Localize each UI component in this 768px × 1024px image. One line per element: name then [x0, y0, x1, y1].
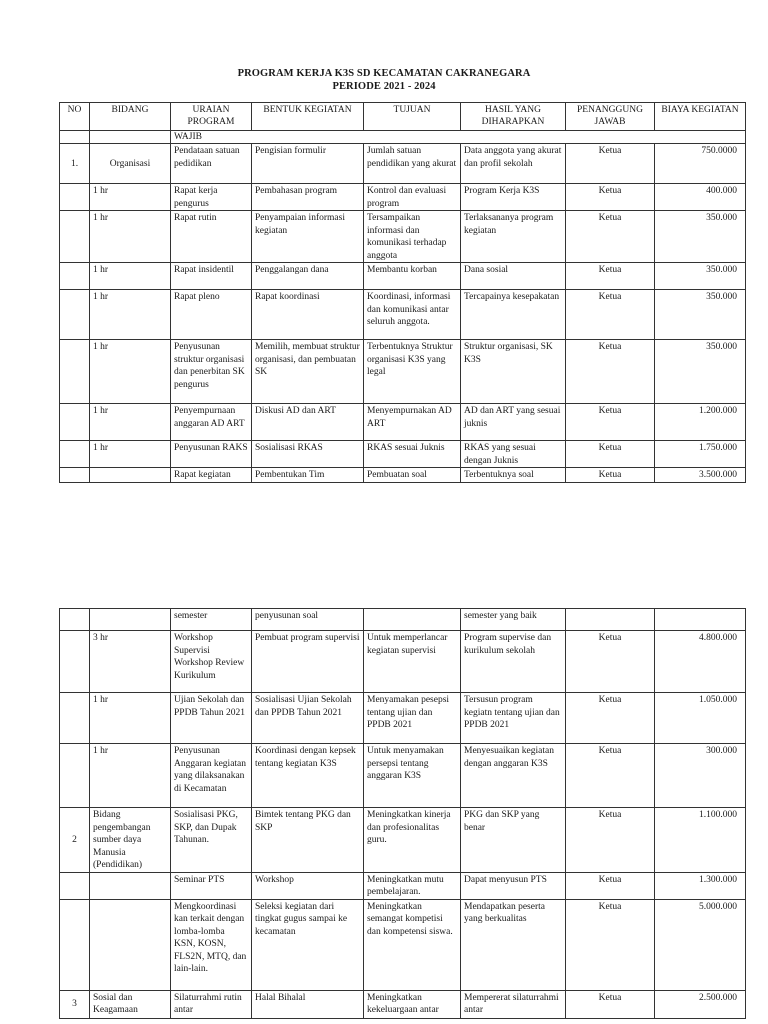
cell-uraian: Pendataan satuan pedidikan [171, 144, 252, 184]
table-row [60, 631, 746, 693]
cell-bentuk: Sosialisasi RKAS [252, 441, 364, 468]
cell-no [60, 468, 90, 483]
header-no: NO [60, 103, 90, 131]
cell-penanggung-jawab [566, 609, 655, 631]
header-tujuan: TUJUAN [364, 103, 461, 131]
cell-tujuan [364, 609, 461, 631]
cell-hasil: RKAS yang sesuai dengan Juknis [461, 441, 566, 468]
cell-hasil: PKG dan SKP yang benar [461, 808, 566, 873]
cell-tujuan: RKAS sesuai Juknis [364, 441, 461, 468]
cell-hasil: Data anggota yang akurat dan profil sekolah [461, 144, 566, 184]
cell-tujuan: Meningkatkan mutu pembelajaran. [364, 872, 461, 899]
cell-bidang: 1 hr [90, 184, 171, 211]
cell-bentuk: Penyampaian informasi kegiatan [252, 211, 364, 263]
cell-uraian: Rapat kerja pengurus [171, 184, 252, 211]
cell-biaya: 5.000.000 [655, 899, 746, 990]
cell-bentuk: Seleksi kegiatan dari tingkat gugus sampai ke kecamatan [252, 899, 364, 990]
cell-no [60, 263, 90, 290]
cell-penanggung-jawab: Ketua [566, 693, 655, 744]
cell-no [60, 184, 90, 211]
cell-hasil: Mempererat silaturrahmi antar [461, 990, 566, 1018]
cell-penanggung-jawab: Ketua [566, 872, 655, 899]
cell-bidang [90, 872, 171, 899]
cell-bidang: 1 hr [90, 693, 171, 744]
cell-uraian: Rapat kegiatan [171, 468, 252, 483]
cell-hasil: Menyesuaikan kegiatan dengan anggaran K3S [461, 744, 566, 808]
cell-tujuan: Terbentuknya Struktur organisasi K3S yang legal [364, 340, 461, 404]
cell-tujuan: Untuk menyamakan persepsi tentang anggaran K3S [364, 744, 461, 808]
cell-bidang: 1 hr [90, 290, 171, 340]
cell-bidang: 1 hr [90, 441, 171, 468]
cell-no: 1. [60, 144, 90, 184]
table-row [60, 263, 746, 290]
cell-uraian: Workshop Supervisi Workshop Review Kurikulum [171, 631, 252, 693]
cell-bidang: 1 hr [90, 263, 171, 290]
cell-no [60, 899, 90, 990]
cell-bidang: 3 hr [90, 631, 171, 693]
cell-penanggung-jawab: Ketua [566, 631, 655, 693]
header-bidang: BIDANG [90, 103, 171, 131]
cell-no [60, 872, 90, 899]
cell-bentuk: Workshop [252, 872, 364, 899]
table-header-row [60, 103, 746, 131]
cell-bentuk: Diskusi AD dan ART [252, 404, 364, 441]
cell-bentuk: Halal Bihalal [252, 990, 364, 1018]
cell-tujuan: Membantu korban [364, 263, 461, 290]
table-row [60, 990, 746, 1018]
cell-hasil: Tersusun program kegiatn tentang ujian dan PPDB 2021 [461, 693, 566, 744]
cell-bentuk: Pengisian formulir [252, 144, 364, 184]
program-table-page1 [59, 102, 746, 483]
cell-bentuk: Penggalangan dana [252, 263, 364, 290]
cell-no [60, 340, 90, 404]
cell-uraian: Penyusunan struktur organisasi dan penerbitan SK pengurus [171, 340, 252, 404]
cell-bidang: Bidang pengembangan sumber daya Manusia (Pendidikan) [90, 808, 171, 873]
cell-no [60, 211, 90, 263]
cell-hasil: Dapat menyusun PTS [461, 872, 566, 899]
document-period: PERIODE 2021 - 2024 [332, 81, 436, 92]
cell-no [60, 290, 90, 340]
cell-penanggung-jawab: Ketua [566, 211, 655, 263]
table-row [60, 340, 746, 404]
cell-biaya: 1.200.000 [655, 404, 746, 441]
cell-penanggung-jawab: Ketua [566, 899, 655, 990]
cell-biaya: 4.800.000 [655, 631, 746, 693]
table-row [60, 441, 746, 468]
cell-biaya: 350.000 [655, 211, 746, 263]
cell-hasil: Terlaksananya program kegiatan [461, 211, 566, 263]
header-bentuk: BENTUK KEGIATAN [252, 103, 364, 131]
cell-uraian: Rapat rutin [171, 211, 252, 263]
cell-bidang: Organisasi [90, 144, 171, 184]
cell-tujuan: Kontrol dan evaluasi program [364, 184, 461, 211]
cell-hasil: Program supervise dan kurikulum sekolah [461, 631, 566, 693]
table-row [60, 872, 746, 899]
cell-bentuk: Sosialisasi Ujian Sekolah dan PPDB Tahun 2021 [252, 693, 364, 744]
cell-tujuan: Meningkatkan kekeluargaan antar [364, 990, 461, 1018]
header-uraian: URAIAN PROGRAM [171, 103, 252, 131]
table-row [60, 899, 746, 990]
header-biaya: BIAYA KEGIATAN [655, 103, 746, 131]
cell-biaya: 350.000 [655, 263, 746, 290]
cell-tujuan: Untuk memperlancar kegiatan supervisi [364, 631, 461, 693]
cell-bidang: 1 hr [90, 340, 171, 404]
cell-no [60, 609, 90, 631]
cell-bentuk: Koordinasi dengan kepsek tentang kegiatan K3S [252, 744, 364, 808]
cell-biaya: 750.0000 [655, 144, 746, 184]
table-row [60, 211, 746, 263]
cell-no [60, 404, 90, 441]
cell-hasil: AD dan ART yang sesuai juknis [461, 404, 566, 441]
cell-bidang [90, 899, 171, 990]
cell-biaya: 3.500.000 [655, 468, 746, 483]
cell-biaya: 1.300.000 [655, 872, 746, 899]
cell-biaya: 300.000 [655, 744, 746, 808]
cell-tujuan: Meningkatkan kinerja dan profesionalitas guru. [364, 808, 461, 873]
header-penanggung-jawab: PENANGGUNG JAWAB [566, 103, 655, 131]
cell-bidang: Sosial dan Keagamaan [90, 990, 171, 1018]
table-row [60, 744, 746, 808]
table-row [60, 808, 746, 873]
cell-uraian: semester [171, 609, 252, 631]
table-row [60, 693, 746, 744]
cell-uraian: Silaturrahmi rutin antar [171, 990, 252, 1018]
cell-biaya [655, 609, 746, 631]
cell-biaya: 1.750.000 [655, 441, 746, 468]
cell-uraian: Rapat insidentil [171, 263, 252, 290]
cell-uraian: Ujian Sekolah dan PPDB Tahun 2021 [171, 693, 252, 744]
cell-bentuk: Pembuat program supervisi [252, 631, 364, 693]
cell-uraian: Penyusunan Anggaran kegiatan yang dilaksanakan di Kecamatan [171, 744, 252, 808]
cell-uraian: Seminar PTS [171, 872, 252, 899]
cell-penanggung-jawab: Ketua [566, 263, 655, 290]
cell-biaya: 350.000 [655, 290, 746, 340]
cell-tujuan: Menyamakan pesepsi tentang ujian dan PPDB 2021 [364, 693, 461, 744]
cell-biaya: 400.000 [655, 184, 746, 211]
cell-tujuan: Menyempurnakan AD ART [364, 404, 461, 441]
cell-uraian: Sosialisasi PKG, SKP, dan Dupak Tahunan. [171, 808, 252, 873]
table-row [60, 468, 746, 483]
cell-biaya: 2.500.000 [655, 990, 746, 1018]
cell-tujuan: Koordinasi, informasi dan komunikasi antar seluruh anggota. [364, 290, 461, 340]
wajib-label: WAJIB [171, 131, 746, 144]
wajib-row [60, 131, 746, 144]
cell-no [60, 441, 90, 468]
cell-hasil: semester yang baik [461, 609, 566, 631]
cell-penanggung-jawab: Ketua [566, 744, 655, 808]
cell-uraian: Mengkoordinasi kan terkait dengan lomba-lomba KSN, KOSN, FLS2N, MTQ, dan lain-lain. [171, 899, 252, 990]
cell-bidang: 1 hr [90, 211, 171, 263]
cell-no [60, 693, 90, 744]
cell-hasil: Dana sosial [461, 263, 566, 290]
document-title: PROGRAM KERJA K3S SD KECAMATAN CAKRANEGARA [237, 68, 531, 79]
cell-no: 2 [60, 808, 90, 873]
header-hasil: HASIL YANG DIHARAPKAN [461, 103, 566, 131]
cell-no: 3 [60, 990, 90, 1018]
cell-biaya: 350.000 [655, 340, 746, 404]
cell-tujuan: Tersampaikan informasi dan komunikasi terhadap anggota [364, 211, 461, 263]
table-row [60, 290, 746, 340]
cell-uraian: Rapat pleno [171, 290, 252, 340]
table-row [60, 404, 746, 441]
cell-no [60, 631, 90, 693]
cell-bidang: 1 hr [90, 404, 171, 441]
cell-penanggung-jawab: Ketua [566, 184, 655, 211]
cell-uraian: Penyempurnaan anggaran AD ART [171, 404, 252, 441]
cell-bentuk: penyusunan soal [252, 609, 364, 631]
cell-bentuk: Pembentukan Tim [252, 468, 364, 483]
cell-tujuan: Jumlah satuan pendidikan yang akurat [364, 144, 461, 184]
cell-bidang [90, 468, 171, 483]
cell-hasil: Program Kerja K3S [461, 184, 566, 211]
cell-tujuan: Meningkatkan semangat kompetisi dan kompetensi siswa. [364, 899, 461, 990]
cell-bentuk: Pembahasan program [252, 184, 364, 211]
cell-hasil: Mendapatkan peserta yang berkualitas [461, 899, 566, 990]
cell-bidang [90, 609, 171, 631]
cell-penanggung-jawab: Ketua [566, 468, 655, 483]
cell-bentuk: Bimtek tentang PKG dan SKP [252, 808, 364, 873]
cell-hasil: Terbentuknya soal [461, 468, 566, 483]
cell-biaya: 1.050.000 [655, 693, 746, 744]
cell-penanggung-jawab: Ketua [566, 144, 655, 184]
cell-bentuk: Rapat koordinasi [252, 290, 364, 340]
cell-bidang: 1 hr [90, 744, 171, 808]
cell-penanggung-jawab: Ketua [566, 340, 655, 404]
cell-penanggung-jawab: Ketua [566, 441, 655, 468]
cell-tujuan: Pembuatan soal [364, 468, 461, 483]
table-row [60, 184, 746, 211]
cell-bentuk: Memilih, membuat struktur organisasi, dan pembuatan SK [252, 340, 364, 404]
cell-penanggung-jawab: Ketua [566, 404, 655, 441]
cell-uraian: Penyusunan RAKS [171, 441, 252, 468]
cell-hasil: Struktur organisasi, SK K3S [461, 340, 566, 404]
cell-penanggung-jawab: Ketua [566, 808, 655, 873]
table-row [60, 144, 746, 184]
cell-penanggung-jawab: Ketua [566, 290, 655, 340]
table-row [60, 609, 746, 631]
cell-hasil: Tercapainya kesepakatan [461, 290, 566, 340]
program-table-page2 [59, 608, 746, 1019]
cell-no [60, 744, 90, 808]
cell-penanggung-jawab: Ketua [566, 990, 655, 1018]
cell-biaya: 1.100.000 [655, 808, 746, 873]
